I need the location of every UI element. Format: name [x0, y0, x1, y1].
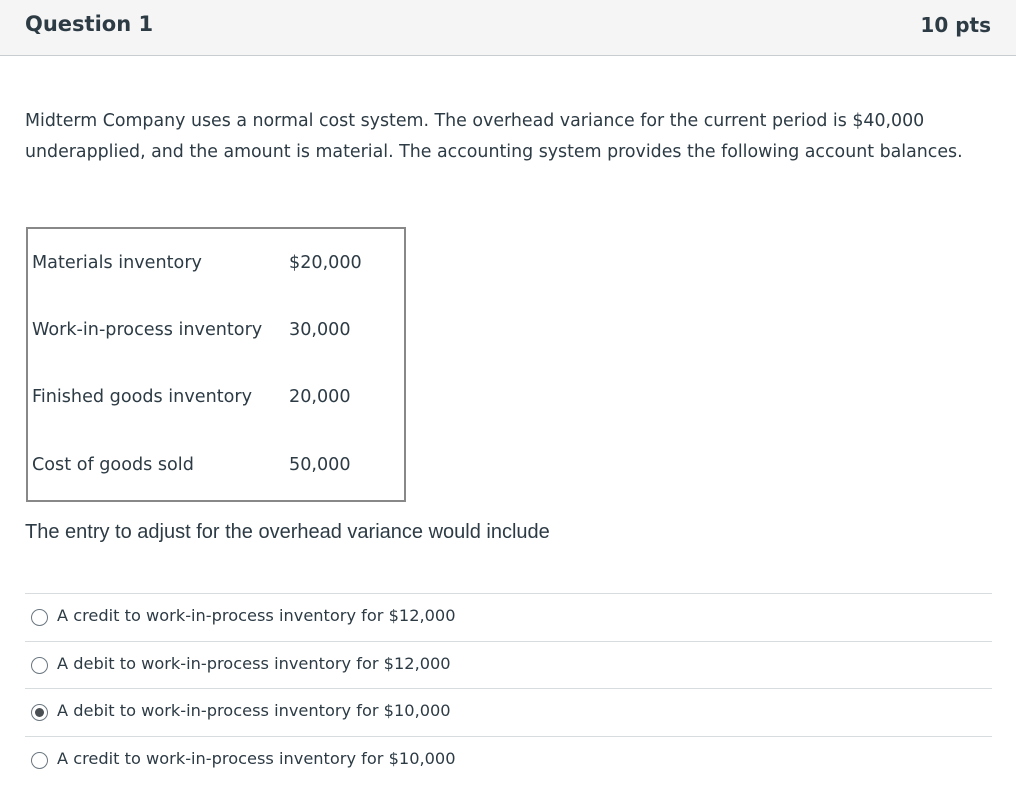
question-title: Question 1: [25, 12, 154, 36]
account-name: Work-in-process inventory: [32, 320, 263, 340]
answer-label[interactable]: A credit to work-in-process inventory for $12,000: [57, 606, 456, 625]
answer-option[interactable]: [25, 593, 992, 641]
balance-row: [32, 315, 402, 345]
answer-label[interactable]: A debit to work-in-process inventory for $10,000: [57, 701, 451, 720]
account-balances-table: [26, 227, 406, 502]
account-amount: $20,000: [289, 253, 362, 273]
radio-button[interactable]: [31, 609, 48, 626]
balance-row: [32, 248, 402, 278]
answer-option[interactable]: [25, 641, 992, 689]
account-name: Cost of goods sold: [32, 455, 194, 475]
account-amount: 20,000: [289, 387, 351, 407]
radio-button[interactable]: [31, 704, 48, 721]
question-prompt: Midterm Company uses a normal cost system. The overhead variance for the current period is $40,000 underapplied, and the amount is material. The accounting system provides the following account balances.: [25, 111, 963, 162]
answer-label[interactable]: A credit to work-in-process inventory for $10,000: [57, 748, 456, 768]
points-value: 10 pts: [920, 13, 991, 37]
answer-option[interactable]: [25, 688, 992, 736]
account-name: Finished goods inventory: [32, 387, 253, 407]
question-stem: The entry to adjust for the overhead variance would include: [25, 521, 550, 543]
account-name: Materials inventory: [32, 253, 202, 273]
radio-button[interactable]: [31, 657, 48, 674]
radio-button[interactable]: [31, 752, 48, 769]
account-amount: 30,000: [289, 320, 351, 340]
question-header: [0, 0, 1016, 56]
balance-row: [32, 450, 402, 480]
answer-list: [25, 593, 992, 783]
answer-option[interactable]: [25, 736, 992, 784]
answer-label[interactable]: A debit to work-in-process inventory for $12,000: [57, 653, 451, 673]
balance-row: [32, 382, 402, 412]
account-amount: 50,000: [289, 455, 351, 475]
